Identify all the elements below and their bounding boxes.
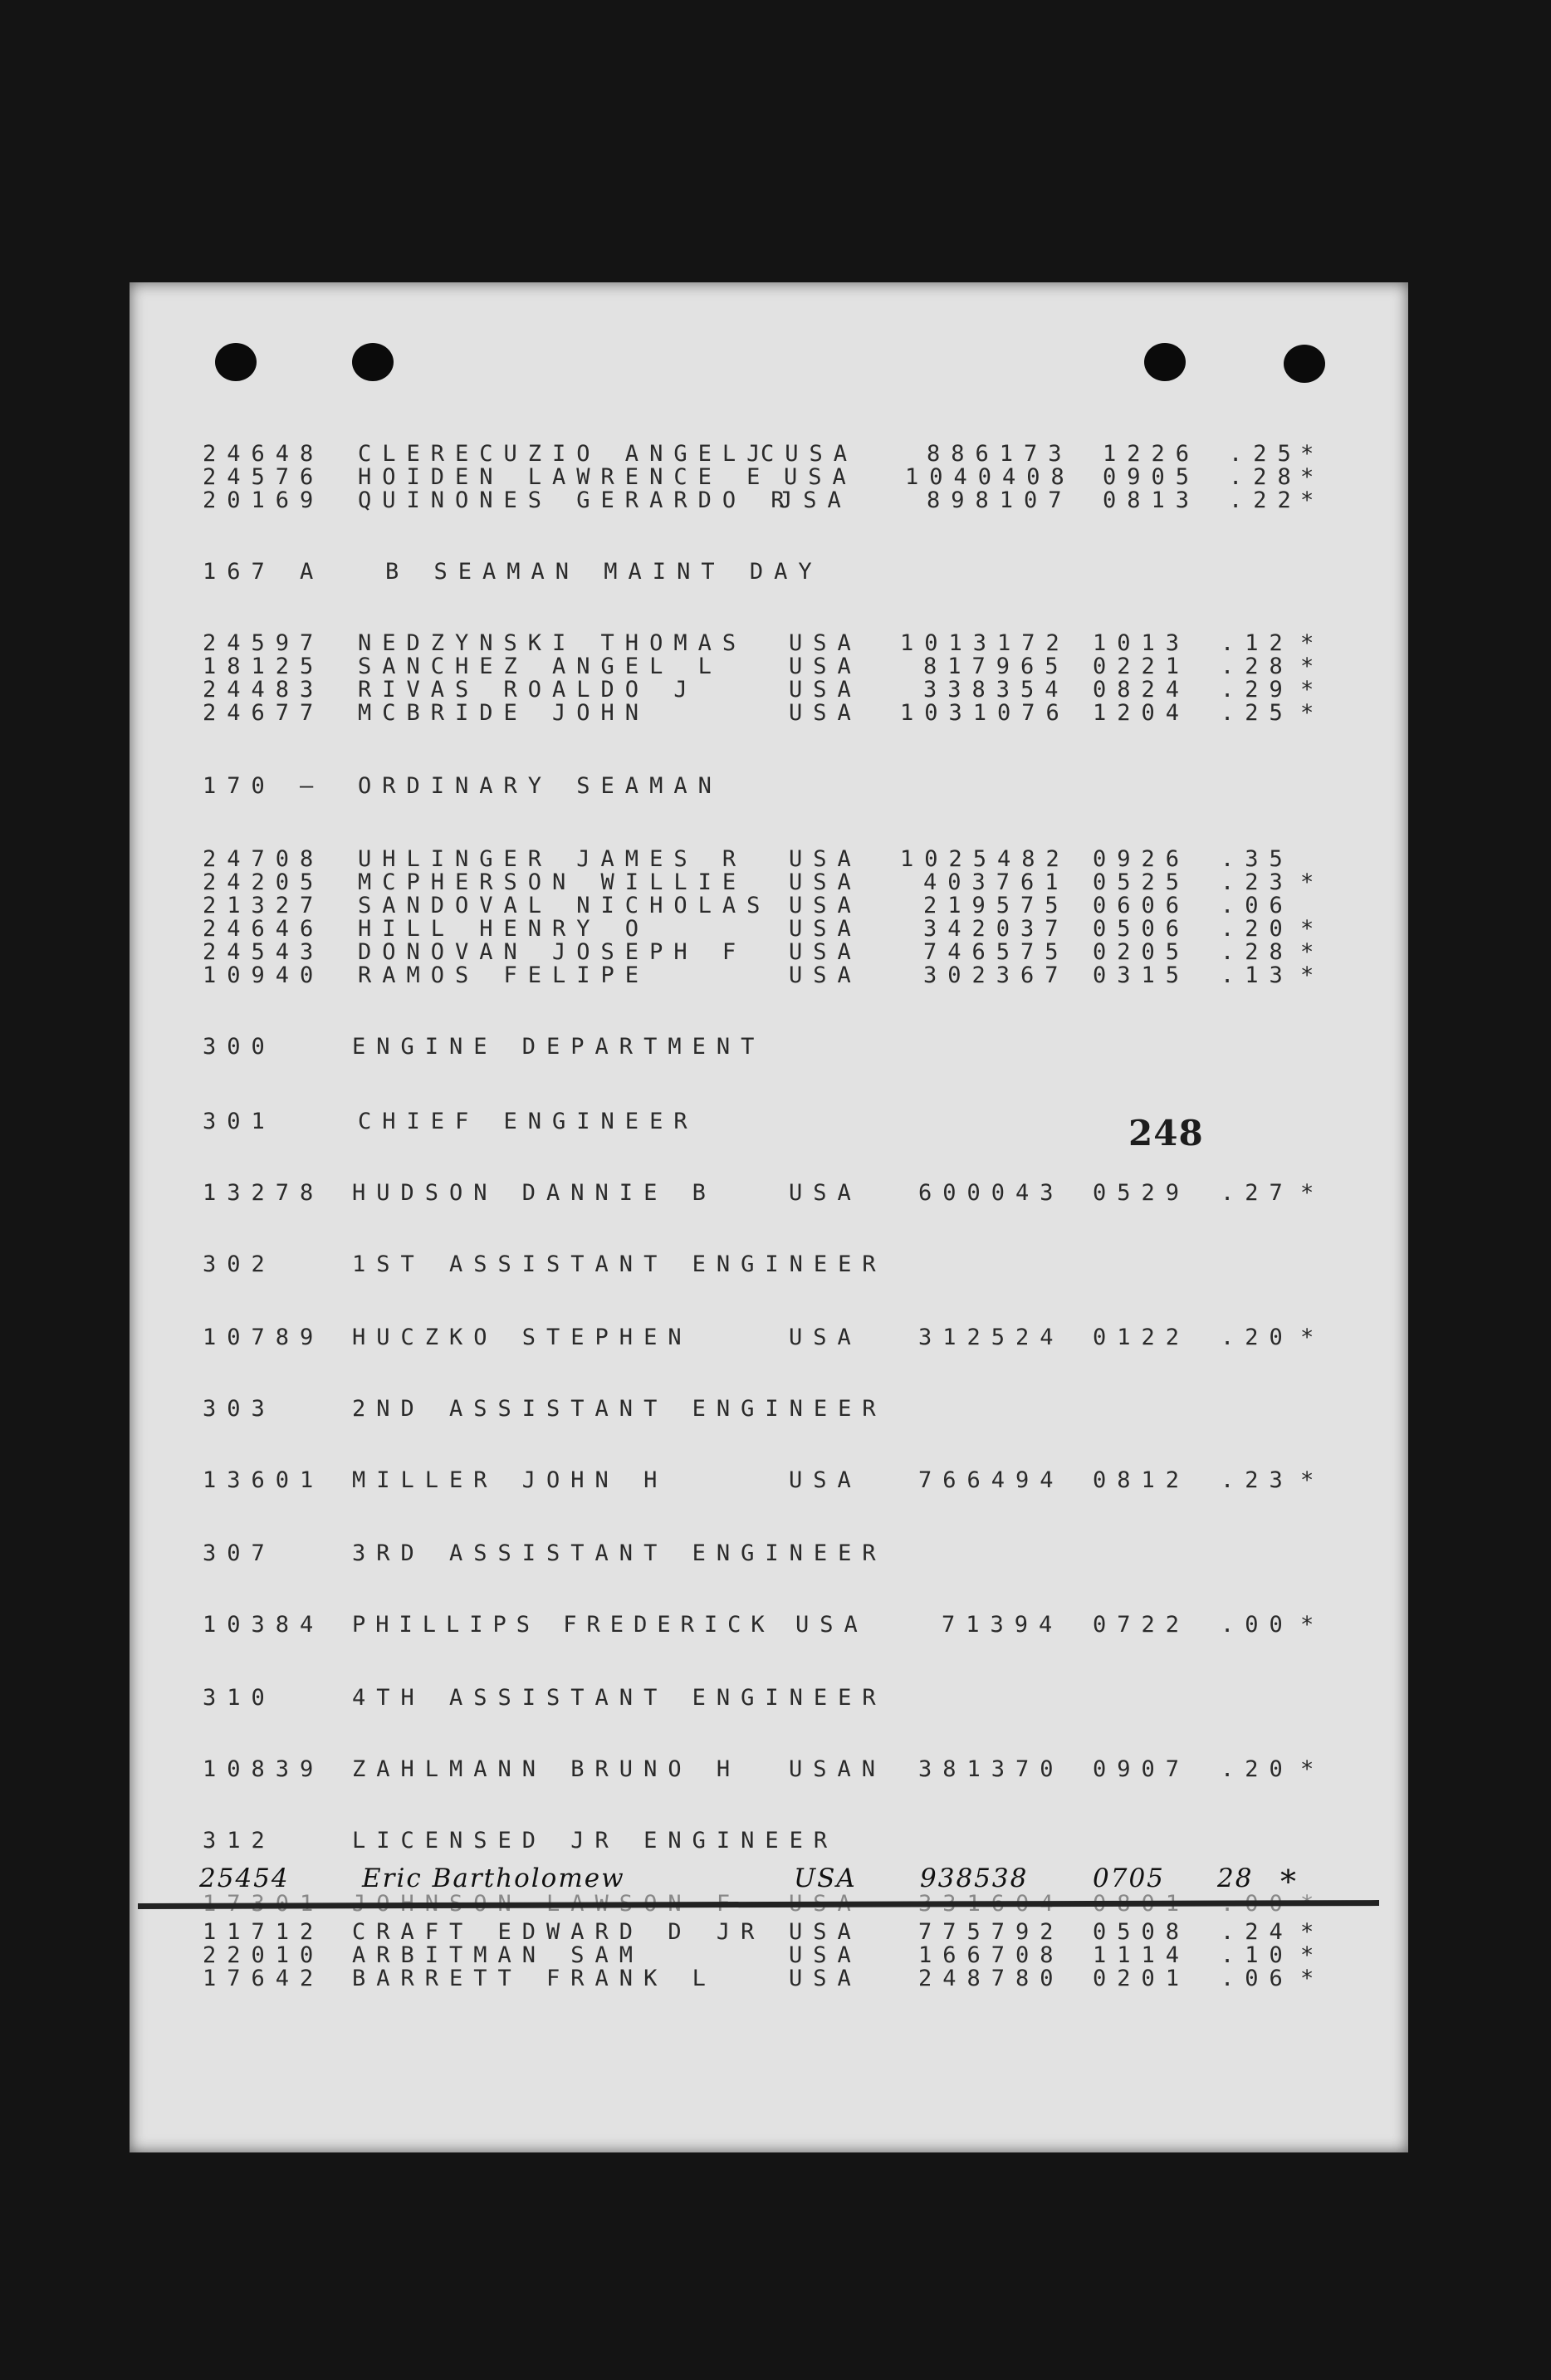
section-header: 170 — ORDINARY SEAMAN: [203, 773, 722, 799]
crew-row: 24708 UHLINGER JAMES R USA 1025482 0926 .35: [203, 846, 1294, 872]
crew-row: 13601 MILLER JOHN H USA 766494 0812 .23 *: [203, 1467, 1325, 1493]
crew-row: 21327 SANDOVAL NICHOLAS USA 219575 0606 .06: [203, 893, 1294, 918]
crew-row: 22010 ARBITMAN SAM USA 166708 1114 .10 *: [203, 1942, 1325, 1968]
punch-hole-4-icon: [1284, 345, 1325, 383]
punch-hole-2-icon: [352, 343, 394, 381]
crew-row: 10789 HUCZKO STEPHEN USA 312524 0122 .20 *: [203, 1325, 1325, 1350]
section-header: 310 4TH ASSISTANT ENGINEER: [203, 1685, 887, 1711]
crew-row: 24677 MCBRIDE JOHN USA 1031076 1204 .25 *: [203, 700, 1325, 726]
crew-row: 24646 HILL HENRY O USA 342037 0506 .20 *: [203, 916, 1325, 942]
punch-hole-1-icon: [215, 343, 257, 381]
crew-row: 24576 HOIDEN LAWRENCE E USA 1040408 0905 .28 *: [203, 464, 1325, 490]
document-sheet: [130, 282, 1408, 2152]
punch-hole-3-icon: [1144, 343, 1186, 381]
section-header: 302 1ST ASSISTANT ENGINEER: [203, 1251, 887, 1277]
crew-row: 24483 RIVAS ROALDO J USA 338354 0824 .29 *: [203, 677, 1325, 703]
section-header: 307 3RD ASSISTANT ENGINEER: [203, 1540, 887, 1566]
crew-row: 13278 HUDSON DANNIE B USA 600043 0529 .27 *: [203, 1180, 1325, 1206]
section-header: 312 LICENSED JR ENGINEER: [203, 1828, 839, 1854]
crew-row: 24597 NEDZYNSKI THOMAS USA 1013172 1013 .12 *: [203, 630, 1325, 656]
crew-row: 20169 QUINONES GERARDO R JSA 898107 0813 .22 *: [203, 487, 1325, 513]
crew-row: 17642 BARRETT FRANK L USA 248780 0201 .06 *: [203, 1966, 1325, 1991]
crew-row: 10839 ZAHLMANN BRUNO H USAN 381370 0907 .20 *: [203, 1756, 1325, 1782]
section-header: 301 CHIEF ENGINEER: [203, 1109, 698, 1134]
crew-row: 10384 PHILLIPS FREDERICK USA 71394 0722 .00 *: [203, 1612, 1325, 1638]
crew-row: 24543 DONOVAN JOSEPH F USA 746575 0205 .28 *: [203, 939, 1325, 965]
crew-row: 11712 CRAFT EDWARD D JR USA 775792 0508 .24 *: [203, 1919, 1325, 1945]
crew-row: 18125 SANCHEZ ANGEL L USA 817965 0221 .28 *: [203, 654, 1325, 679]
handwritten-entry: 25454 Eric Bartholomew USA 938538 0705 28 *: [199, 1863, 1298, 1900]
crew-row: 10940 RAMOS FELIPE USA 302367 0315 .13 *: [203, 962, 1325, 988]
section-header: 303 2ND ASSISTANT ENGINEER: [203, 1396, 887, 1422]
section-header: 167 A B SEAMAN MAINT DAY: [203, 559, 823, 585]
section-header: 300 ENGINE DEPARTMENT: [203, 1034, 766, 1060]
crew-row: 24648 CLERECUZIO ANGELJ CUSA 886173 1226 .25 *: [203, 441, 1325, 467]
crew-row: 24205 MCPHERSON WILLIE USA 403761 0525 .23 *: [203, 869, 1325, 895]
page-number: 248: [1128, 1113, 1204, 1153]
